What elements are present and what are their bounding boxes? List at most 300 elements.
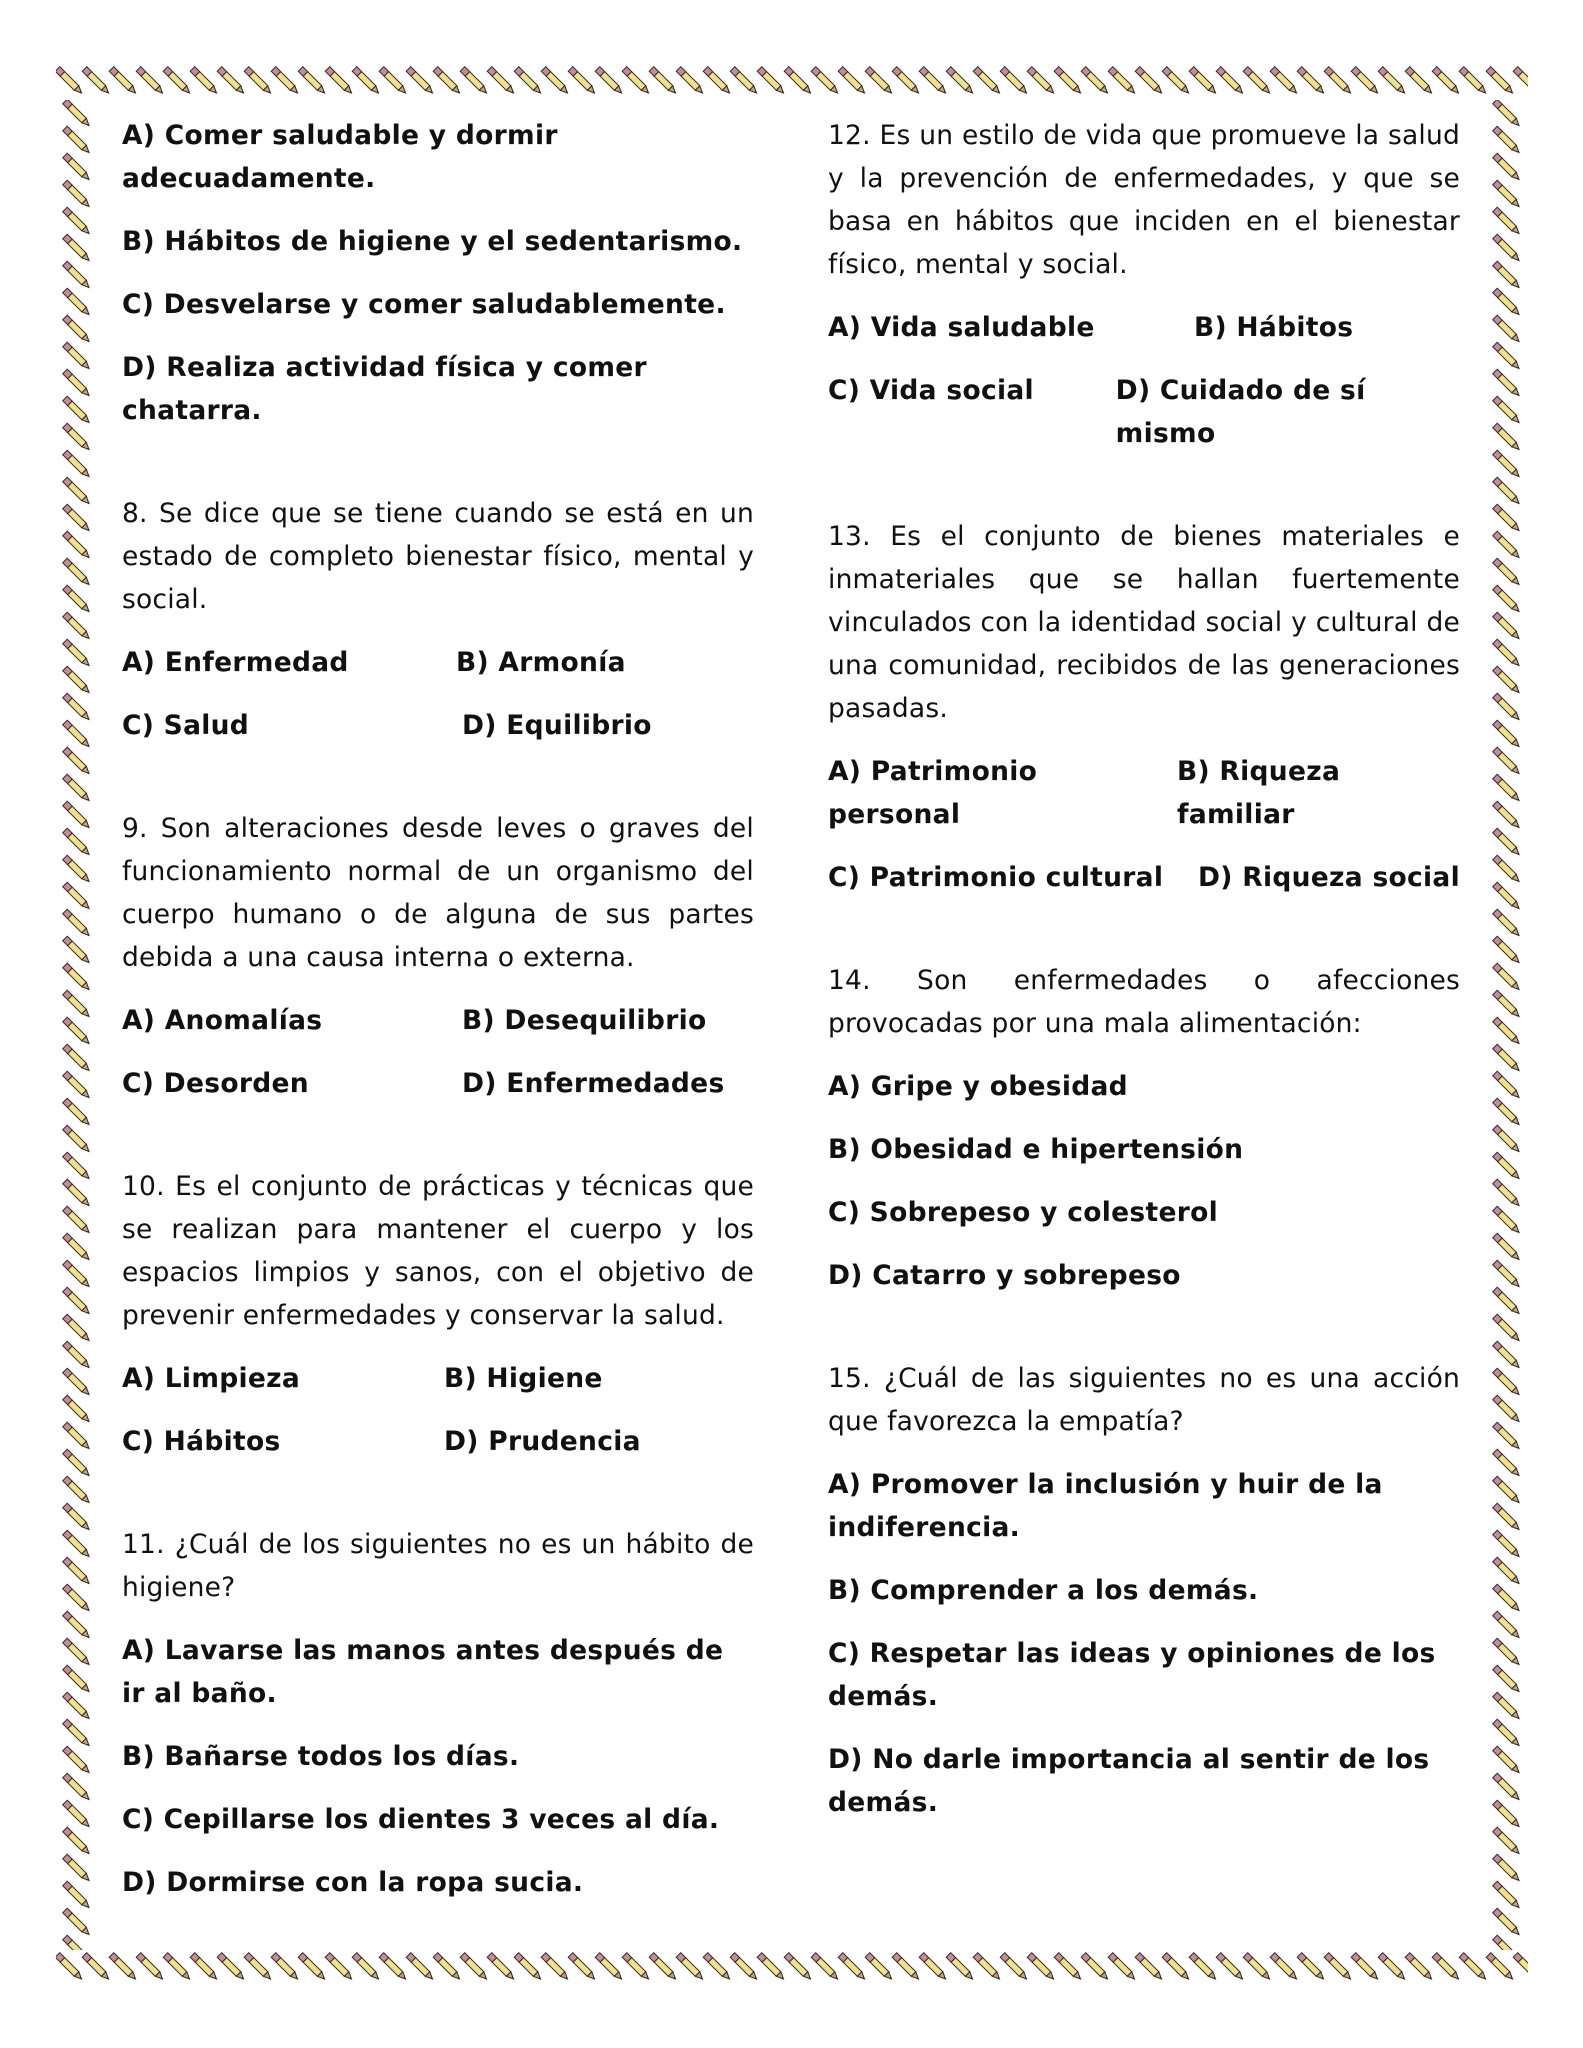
pencil-icon	[1493, 1152, 1522, 1181]
pencil-icon	[1378, 1953, 1407, 1982]
pencil-icon	[1027, 1953, 1056, 1982]
pencil-icon	[703, 67, 732, 96]
pencil-icon	[63, 990, 92, 1019]
pencil-icon	[63, 1260, 92, 1289]
pencil-icon	[1513, 1953, 1528, 1982]
pencil-icon	[63, 1206, 92, 1235]
pencil-icon	[63, 1233, 92, 1262]
pencil-icon	[514, 1953, 543, 1982]
pencil-icon	[63, 801, 92, 830]
pencil-icon	[63, 612, 92, 641]
q13-option-c[interactable]: C) Patrimonio cultural	[828, 862, 1164, 893]
question-8	[122, 492, 754, 747]
pencil-icon	[1081, 1953, 1110, 1982]
pencil-icon	[1432, 1953, 1461, 1982]
q7-option-d[interactable]: D) Realiza actividad física y comer chatarra.	[122, 352, 647, 426]
pencil-icon	[946, 1953, 975, 1982]
pencil-icon	[56, 1953, 84, 1982]
q12-option-c[interactable]: C) Vida social	[828, 375, 1034, 406]
pencil-icon	[63, 126, 92, 155]
question-13	[828, 515, 1460, 899]
pencil-icon	[271, 1953, 300, 1982]
pencil-icon	[63, 1719, 92, 1748]
pencil-icon	[1493, 342, 1522, 371]
pencil-icon	[1493, 990, 1522, 1019]
pencil-icon	[973, 67, 1002, 96]
pencil-icon	[1162, 1953, 1191, 1982]
pencil-icon	[622, 67, 651, 96]
q15-option-b[interactable]: B) Comprender a los demás.	[828, 1575, 1259, 1606]
pencil-icon	[1000, 1953, 1029, 1982]
pencil-icon	[63, 1179, 92, 1208]
pencil-icon	[325, 67, 354, 96]
pencil-icon	[1493, 1557, 1522, 1586]
q11-stem: 11. ¿Cuál de los siguientes no es un hábito de higiene?	[122, 1529, 754, 1603]
pencil-icon	[1405, 67, 1434, 96]
pencil-icon	[649, 67, 678, 96]
pencil-icon	[1493, 261, 1522, 290]
pencil-icon	[1270, 67, 1299, 96]
pencil-icon	[1493, 693, 1522, 722]
pencil-icon	[163, 1953, 192, 1982]
pencil-icon	[1493, 747, 1522, 776]
pencil-icon	[136, 1953, 165, 1982]
pencil-icon	[1493, 720, 1522, 749]
q14-option-b[interactable]: B) Obesidad e hipertensión	[828, 1134, 1244, 1165]
pencil-icon	[63, 1125, 92, 1154]
q10-option-b[interactable]: B) Higiene	[444, 1363, 603, 1394]
pencil-icon	[1216, 1953, 1245, 1982]
pencil-icon	[63, 531, 92, 560]
pencil-icon	[63, 639, 92, 668]
pencil-icon	[1493, 612, 1522, 641]
pencil-icon	[63, 1017, 92, 1046]
pencil-icon	[1162, 67, 1191, 96]
pencil-icon	[63, 450, 92, 479]
pencil-icon	[1324, 1953, 1353, 1982]
pencil-icon	[1493, 1908, 1522, 1937]
pencil-icon	[406, 67, 435, 96]
pencil-icon	[1493, 558, 1522, 587]
pencil-icon	[1027, 67, 1056, 96]
pencil-icon	[973, 1953, 1002, 1982]
pencil-icon	[63, 1611, 92, 1640]
q13-option-d[interactable]: D) Riqueza social	[1198, 862, 1460, 893]
pencil-icon	[63, 558, 92, 587]
pencil-icon	[487, 67, 516, 96]
pencil-icon	[838, 67, 867, 96]
pencil-icon	[1486, 1953, 1515, 1982]
pencil-icon	[63, 747, 92, 776]
pencil-icon	[946, 67, 975, 96]
pencil-icon	[63, 936, 92, 965]
q14-stem: 14. Son enfermedades o afecciones provocadas por una mala alimentación:	[828, 965, 1460, 1039]
pencil-border-left	[56, 100, 98, 1950]
q12-option-d[interactable]: D) Cuidado de sí mismo	[1115, 375, 1366, 449]
question-10	[122, 1165, 754, 1463]
pencil-icon	[325, 1953, 354, 1982]
pencil-icon	[757, 1953, 786, 1982]
pencil-icon	[63, 1449, 92, 1478]
pencil-icon	[1493, 369, 1522, 398]
pencil-icon	[1493, 855, 1522, 884]
q8-stem: 8. Se dice que se tiene cuando se está en un estado de completo bienestar físico, mental y social.	[122, 498, 754, 615]
pencil-icon	[63, 1638, 92, 1667]
q13-option-a[interactable]: A) Patrimonio personal	[828, 756, 1038, 830]
pencil-icon	[63, 855, 92, 884]
pencil-icon	[1493, 1314, 1522, 1343]
pencil-icon	[1493, 1800, 1522, 1829]
pencil-icon	[865, 1953, 894, 1982]
pencil-icon	[1493, 1584, 1522, 1613]
pencil-icon	[63, 207, 92, 236]
right-column	[828, 114, 1460, 1844]
q8-option-c[interactable]: C) Salud	[122, 710, 250, 741]
pencil-icon	[63, 1152, 92, 1181]
pencil-icon	[406, 1953, 435, 1982]
pencil-icon	[63, 1935, 92, 1950]
pencil-icon	[190, 67, 219, 96]
question-12	[828, 114, 1460, 455]
pencil-icon	[1054, 1953, 1083, 1982]
pencil-icon	[1493, 1044, 1522, 1073]
pencil-icon	[271, 67, 300, 96]
q9-option-b[interactable]: B) Desequilibrio	[462, 1005, 707, 1036]
pencil-icon	[919, 67, 948, 96]
pencil-border-top	[56, 60, 1528, 102]
pencil-icon	[1135, 1953, 1164, 1982]
pencil-icon	[730, 67, 759, 96]
pencil-icon	[1493, 801, 1522, 830]
left-column	[122, 114, 754, 1924]
pencil-icon	[56, 67, 84, 96]
pencil-icon	[622, 1953, 651, 1982]
pencil-icon	[1493, 1395, 1522, 1424]
pencil-icon	[1189, 67, 1218, 96]
pencil-icon	[63, 1881, 92, 1910]
pencil-icon	[63, 720, 92, 749]
pencil-icon	[811, 1953, 840, 1982]
pencil-icon	[1493, 1665, 1522, 1694]
pencil-icon	[1493, 1476, 1522, 1505]
pencil-icon	[63, 1665, 92, 1694]
q9-option-a[interactable]: A) Anomalías	[122, 1005, 323, 1036]
pencil-icon	[63, 1098, 92, 1127]
pencil-icon	[63, 1476, 92, 1505]
q7-option-c[interactable]: C) Desvelarse y comer saludablemente.	[122, 289, 726, 320]
pencil-icon	[217, 1953, 246, 1982]
pencil-icon	[487, 1953, 516, 1982]
pencil-icon	[1493, 1341, 1522, 1370]
q10-option-d[interactable]: D) Prudencia	[444, 1426, 641, 1457]
pencil-icon	[919, 1953, 948, 1982]
pencil-icon	[1493, 423, 1522, 452]
q9-option-c[interactable]: C) Desorden	[122, 1068, 309, 1099]
pencil-icon	[63, 153, 92, 182]
pencil-icon	[1493, 180, 1522, 209]
pencil-icon	[433, 1953, 462, 1982]
pencil-icon	[190, 1953, 219, 1982]
pencil-icon	[1493, 504, 1522, 533]
pencil-icon	[1493, 1935, 1522, 1950]
question-14	[828, 959, 1460, 1297]
pencil-icon	[595, 1953, 624, 1982]
pencil-icon	[1493, 288, 1522, 317]
pencil-icon	[1405, 1953, 1434, 1982]
pencil-icon	[1054, 67, 1083, 96]
pencil-icon	[63, 1368, 92, 1397]
pencil-icon	[379, 1953, 408, 1982]
q11-option-a[interactable]: A) Lavarse las manos antes después de ir al baño.	[122, 1635, 724, 1709]
q7-option-b[interactable]: B) Hábitos de higiene y el sedentarismo.	[122, 226, 743, 257]
pencil-icon	[1108, 67, 1137, 96]
question-9	[122, 807, 754, 1105]
pencil-icon	[1493, 1260, 1522, 1289]
pencil-border-right	[1486, 100, 1528, 1950]
pencil-icon	[63, 1530, 92, 1559]
pencil-icon	[1493, 1071, 1522, 1100]
pencil-icon	[1493, 666, 1522, 695]
pencil-icon	[784, 67, 813, 96]
pencil-icon	[1432, 67, 1461, 96]
pencil-icon	[1493, 828, 1522, 857]
pencil-icon	[1493, 882, 1522, 911]
pencil-icon	[1513, 67, 1528, 96]
q11-option-c[interactable]: C) Cepillarse los dientes 3 veces al día.	[122, 1804, 720, 1835]
pencil-icon	[1351, 67, 1380, 96]
pencil-icon	[63, 828, 92, 857]
pencil-icon	[63, 1773, 92, 1802]
pencil-icon	[595, 67, 624, 96]
pencil-icon	[1493, 531, 1522, 560]
pencil-icon	[63, 234, 92, 263]
pencil-icon	[1493, 100, 1522, 128]
pencil-icon	[892, 67, 921, 96]
pencil-icon	[1243, 1953, 1272, 1982]
question-11	[122, 1523, 754, 1904]
pencil-icon	[1000, 67, 1029, 96]
pencil-icon	[514, 67, 543, 96]
pencil-icon	[1270, 1953, 1299, 1982]
pencil-icon	[82, 1953, 111, 1982]
pencil-icon	[568, 1953, 597, 1982]
pencil-icon	[63, 423, 92, 452]
pencil-icon	[1135, 67, 1164, 96]
pencil-icon	[1459, 67, 1488, 96]
pencil-icon	[892, 1953, 921, 1982]
pencil-icon	[63, 1422, 92, 1451]
question-15	[828, 1357, 1460, 1824]
q12-stem: 12. Es un estilo de vida que promueve la salud y la prevención de enfermedades, y que se basa en hábitos que inciden en el bienestar físico, mental y social.	[828, 120, 1460, 280]
pencil-icon	[1493, 936, 1522, 965]
pencil-icon	[1243, 67, 1272, 96]
q14-option-c[interactable]: C) Sobrepeso y colesterol	[828, 1197, 1218, 1228]
pencil-icon	[1493, 1287, 1522, 1316]
pencil-icon	[352, 1953, 381, 1982]
pencil-icon	[1493, 639, 1522, 668]
pencil-icon	[1297, 67, 1326, 96]
pencil-icon	[784, 1953, 813, 1982]
pencil-icon	[63, 342, 92, 371]
pencil-icon	[109, 67, 138, 96]
pencil-icon	[568, 67, 597, 96]
pencil-icon	[649, 1953, 678, 1982]
pencil-icon	[1493, 963, 1522, 992]
pencil-icon	[82, 67, 111, 96]
pencil-icon	[63, 1044, 92, 1073]
pencil-icon	[1216, 67, 1245, 96]
pencil-icon	[703, 1953, 732, 1982]
pencil-icon	[1493, 585, 1522, 614]
pencil-icon	[1493, 1125, 1522, 1154]
pencil-icon	[676, 1953, 705, 1982]
pencil-icon	[1493, 153, 1522, 182]
pencil-icon	[811, 67, 840, 96]
pencil-icon	[1493, 1881, 1522, 1910]
pencil-icon	[63, 1746, 92, 1775]
pencil-icon	[1493, 1611, 1522, 1640]
pencil-icon	[1486, 67, 1515, 96]
pencil-icon	[1493, 1449, 1522, 1478]
pencil-icon	[63, 963, 92, 992]
pencil-icon	[63, 477, 92, 506]
pencil-icon	[63, 909, 92, 938]
q14-option-a[interactable]: A) Gripe y obesidad	[828, 1071, 1128, 1102]
q13-stem: 13. Es el conjunto de bienes materiales e inmateriales que se hallan fuertemente vinculados con la identidad social y cultural de una comunidad, recibidos de las generaciones pasadas.	[828, 521, 1460, 724]
q15-stem: 15. ¿Cuál de las siguientes no es una acción que favorezca la empatía?	[828, 1363, 1460, 1437]
pencil-icon	[1378, 67, 1407, 96]
q9-option-d[interactable]: D) Enfermedades	[462, 1068, 725, 1099]
pencil-icon	[63, 1827, 92, 1856]
pencil-icon	[1189, 1953, 1218, 1982]
pencil-icon	[1081, 67, 1110, 96]
pencil-icon	[63, 666, 92, 695]
pencil-icon	[63, 1584, 92, 1613]
pencil-icon	[352, 67, 381, 96]
pencil-icon	[541, 67, 570, 96]
pencil-icon	[1493, 315, 1522, 344]
pencil-icon	[63, 1287, 92, 1316]
pencil-icon	[63, 180, 92, 209]
pencil-icon	[1493, 477, 1522, 506]
pencil-icon	[63, 1503, 92, 1532]
q12-option-b[interactable]: B) Hábitos	[1194, 312, 1354, 343]
pencil-icon	[1108, 1953, 1137, 1982]
pencil-icon	[1493, 1854, 1522, 1883]
pencil-icon	[63, 1908, 92, 1937]
pencil-icon	[1493, 1638, 1522, 1667]
pencil-icon	[433, 67, 462, 96]
q15-option-d[interactable]: D) No darle importancia al sentir de los demás.	[828, 1744, 1430, 1818]
pencil-icon	[1493, 1746, 1522, 1775]
q10-option-c[interactable]: C) Hábitos	[122, 1426, 281, 1457]
pencil-icon	[136, 67, 165, 96]
q12-option-a[interactable]: A) Vida saludable	[828, 312, 1095, 343]
pencil-icon	[1493, 207, 1522, 236]
q9-stem: 9. Son alteraciones desde leves o graves del funcionamiento normal de un organismo del cuerpo humano o de alguna de sus partes debida a una causa interna o externa.	[122, 813, 754, 973]
pencil-icon	[1493, 1098, 1522, 1127]
q7-option-a[interactable]: A) Comer saludable y dormir adecuadamente.	[122, 120, 558, 194]
pencil-icon	[1351, 1953, 1380, 1982]
pencil-icon	[460, 67, 489, 96]
q15-option-c[interactable]: C) Respetar las ideas y opiniones de los demás.	[828, 1638, 1436, 1712]
q13-option-b[interactable]: B) Riqueza familiar	[1177, 756, 1341, 830]
pencil-border-bottom	[56, 1946, 1528, 1988]
q11-option-d[interactable]: D) Dormirse con la ropa sucia.	[122, 1867, 584, 1898]
pencil-icon	[1493, 1503, 1522, 1532]
pencil-icon	[865, 67, 894, 96]
pencil-icon	[730, 1953, 759, 1982]
pencil-icon	[109, 1953, 138, 1982]
pencil-icon	[63, 1341, 92, 1370]
pencil-icon	[63, 774, 92, 803]
pencil-icon	[63, 100, 92, 128]
pencil-icon	[217, 67, 246, 96]
pencil-icon	[1493, 396, 1522, 425]
q10-option-a[interactable]: A) Limpieza	[122, 1363, 301, 1394]
pencil-icon	[1493, 450, 1522, 479]
pencil-icon	[1493, 234, 1522, 263]
pencil-icon	[1493, 1827, 1522, 1856]
q15-option-a[interactable]: A) Promover la inclusión y huir de la indiferencia.	[828, 1469, 1383, 1543]
pencil-icon	[1493, 1368, 1522, 1397]
pencil-icon	[298, 67, 327, 96]
pencil-icon	[1493, 1179, 1522, 1208]
pencil-icon	[1297, 1953, 1326, 1982]
pencil-icon	[676, 67, 705, 96]
pencil-icon	[63, 315, 92, 344]
pencil-icon	[63, 693, 92, 722]
q14-option-d[interactable]: D) Catarro y sobrepeso	[828, 1260, 1181, 1291]
pencil-icon	[63, 1692, 92, 1721]
q8-option-b[interactable]: B) Armonía	[456, 647, 626, 678]
pencil-icon	[379, 67, 408, 96]
pencil-icon	[460, 1953, 489, 1982]
pencil-icon	[1493, 1719, 1522, 1748]
pencil-icon	[163, 67, 192, 96]
pencil-icon	[1493, 1206, 1522, 1235]
pencil-icon	[63, 261, 92, 290]
pencil-icon	[63, 1557, 92, 1586]
pencil-icon	[63, 1800, 92, 1829]
pencil-icon	[757, 67, 786, 96]
q11-option-b[interactable]: B) Bañarse todos los días.	[122, 1741, 520, 1772]
pencil-icon	[244, 1953, 273, 1982]
pencil-icon	[1493, 1233, 1522, 1262]
pencil-icon	[63, 1071, 92, 1100]
pencil-icon	[63, 882, 92, 911]
pencil-icon	[63, 1395, 92, 1424]
pencil-icon	[63, 1314, 92, 1343]
pencil-icon	[244, 67, 273, 96]
pencil-icon	[1324, 67, 1353, 96]
q8-option-d[interactable]: D) Equilibrio	[462, 710, 652, 741]
pencil-icon	[1493, 774, 1522, 803]
question-7	[122, 114, 754, 432]
pencil-icon	[63, 504, 92, 533]
pencil-icon	[63, 1854, 92, 1883]
pencil-icon	[1459, 1953, 1488, 1982]
pencil-icon	[63, 585, 92, 614]
pencil-icon	[1493, 1530, 1522, 1559]
pencil-icon	[298, 1953, 327, 1982]
q8-option-a[interactable]: A) Enfermedad	[122, 647, 349, 678]
pencil-icon	[1493, 126, 1522, 155]
pencil-icon	[1493, 1692, 1522, 1721]
pencil-icon	[1493, 1422, 1522, 1451]
pencil-icon	[63, 369, 92, 398]
pencil-icon	[541, 1953, 570, 1982]
